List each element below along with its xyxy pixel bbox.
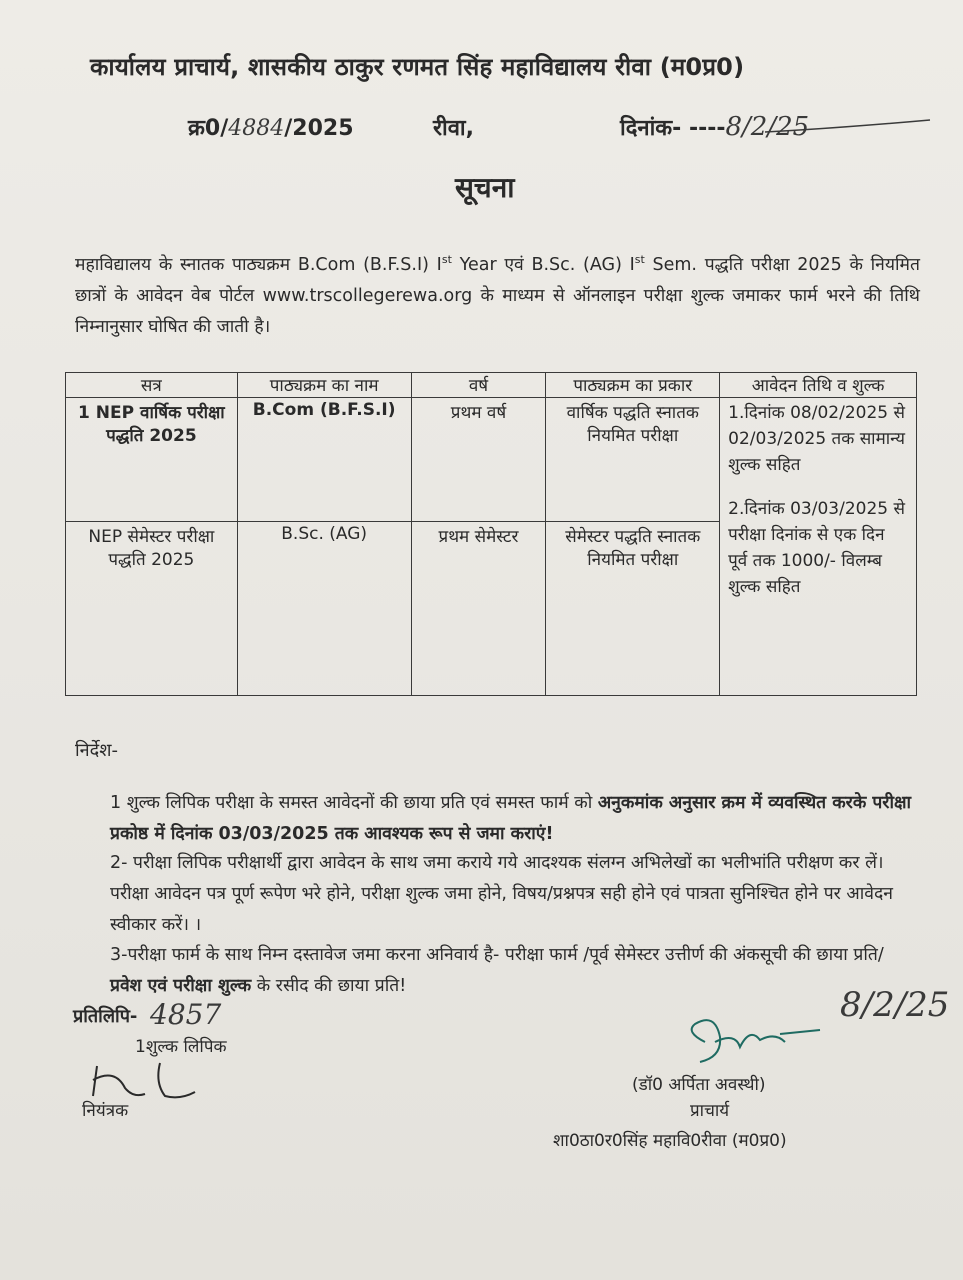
reference-number — [188, 112, 354, 142]
col-header: पाठ्यक्रम का नाम — [237, 373, 411, 398]
col-header: वर्ष — [411, 373, 546, 398]
controller-signature — [85, 1058, 215, 1103]
direction-item-1: 1 शुल्क लिपिक परीक्षा के समस्त आवेदनों की छाया प्रति एवं समस्त फार्म को अनुकमांक अनुसार क्रम में व्यवस्थित करके परीक्षा प्रकोष्ठ में दिनांक 03/03/2025 तक आवश्यक रूप से जमा कराएं! — [110, 793, 912, 844]
col-header: पाठ्यक्रम का प्रकार — [546, 373, 720, 398]
direction-item-3: 3-परीक्षा फार्म के साथ निम्न दस्तावेज जमा करना अनिवार्य है- परीक्षा फार्म /पूर्व सेमेस्टर उत्तीर्ण की अंकसूची की छाया प्रति/ प्रवेश एवं परीक्षा शुल्क के रसीद की छाया प्रति! — [110, 945, 884, 996]
date-label: दिनांक- ---- — [620, 116, 726, 141]
institution-name: शा0ठा0र0सिंह महावि0रीवा (म0प्र0) — [553, 1131, 787, 1151]
type-cell: सेमेस्टर पद्धति स्नातक नियमित परीक्षा — [546, 522, 720, 696]
copy-number-handwritten: 4857 — [150, 998, 222, 1031]
copy-to-label: प्रतिलिपि- — [73, 1006, 138, 1027]
notice-title: सूचना — [455, 171, 515, 204]
course-cell: B.Sc. (AG) — [237, 522, 411, 696]
course-cell: B.Com (B.F.S.I) — [237, 398, 411, 522]
signed-date-handwritten: 8/2/25 — [840, 985, 950, 1025]
ref-year: /2025 — [284, 116, 354, 141]
signatory-name: (डॉ0 अर्पिता अवस्थी) — [632, 1075, 766, 1095]
schedule-table — [65, 372, 917, 696]
ref-prefix: क्र0/ — [188, 116, 229, 141]
copy-recipient: 1शुल्क लिपिक — [135, 1037, 227, 1057]
col-header: सत्र — [66, 373, 238, 398]
fee-period-2: 2.दिनांक 03/03/2025 से परीक्षा दिनांक से एक दिन पूर्व तक 1000/- विलम्ब शुल्क सहित — [728, 499, 905, 597]
directions-heading: निर्देश- — [75, 740, 118, 761]
signatory-title: प्राचार्य — [690, 1101, 730, 1121]
session-cell: 1 NEP वार्षिक परीक्षा पद्धति 2025 — [66, 398, 238, 522]
ref-number-handwritten: 4884 — [228, 116, 285, 141]
fee-period-1: 1.दिनांक 08/02/2025 से 02/03/2025 तक सामान्य शुल्क सहित — [728, 403, 906, 475]
year-cell: प्रथम वर्ष — [411, 398, 546, 522]
table-header-row — [66, 373, 917, 398]
place: रीवा, — [433, 116, 474, 141]
year-cell: प्रथम सेमेस्टर — [411, 522, 546, 696]
fee-cell — [720, 398, 917, 696]
date-underline — [760, 110, 940, 140]
office-title: कार्यालय प्राचार्य, शासकीय ठाकुर रणमत सिंह महाविद्यालय रीवा (म0प्र0) — [90, 53, 745, 81]
session-cell: NEP सेमेस्टर परीक्षा पद्धति 2025 — [66, 522, 238, 696]
intro-paragraph: महाविद्यालय के स्नातक पाठ्यक्रम B.Com (B.F.S.I) Ist Year एवं B.Sc. (AG) Ist Sem. पद्धति परीक्षा 2025 के नियमित छात्रों के आवेदन वेब पोर्टल www.trscollegerewa.org के माध्यम से ऑनलाइन परीक्षा शुल्क जमाकर फार्म भरने की तिथि निम्नानुसार घोषित की जाती है। — [75, 253, 920, 337]
controller-label: नियंत्रक — [82, 1101, 129, 1121]
type-cell: वार्षिक पद्धति स्नातक नियमित परीक्षा — [546, 398, 720, 522]
direction-item-2: 2- परीक्षा लिपिक परीक्षार्थी द्वारा आवेदन के साथ जमा कराये गये आदश्यक संलग्न अभिलेखों का भलीभांति परीक्षण कर लें। परीक्षा आवेदन पत्र पूर्ण रूपेण भरे होने, परीक्षा शुल्क जमा होने, विषय/प्रश्नपत्र सही होने एवं पात्रता सुनिश्चित होने पर आवेदन स्वीकार करें। । — [110, 853, 893, 935]
principal-signature — [680, 1012, 830, 1072]
date-handwritten: 8/2/25 — [725, 112, 810, 142]
col-header: आवेदन तिथि व शुल्क — [720, 373, 917, 398]
table-row — [66, 398, 917, 522]
